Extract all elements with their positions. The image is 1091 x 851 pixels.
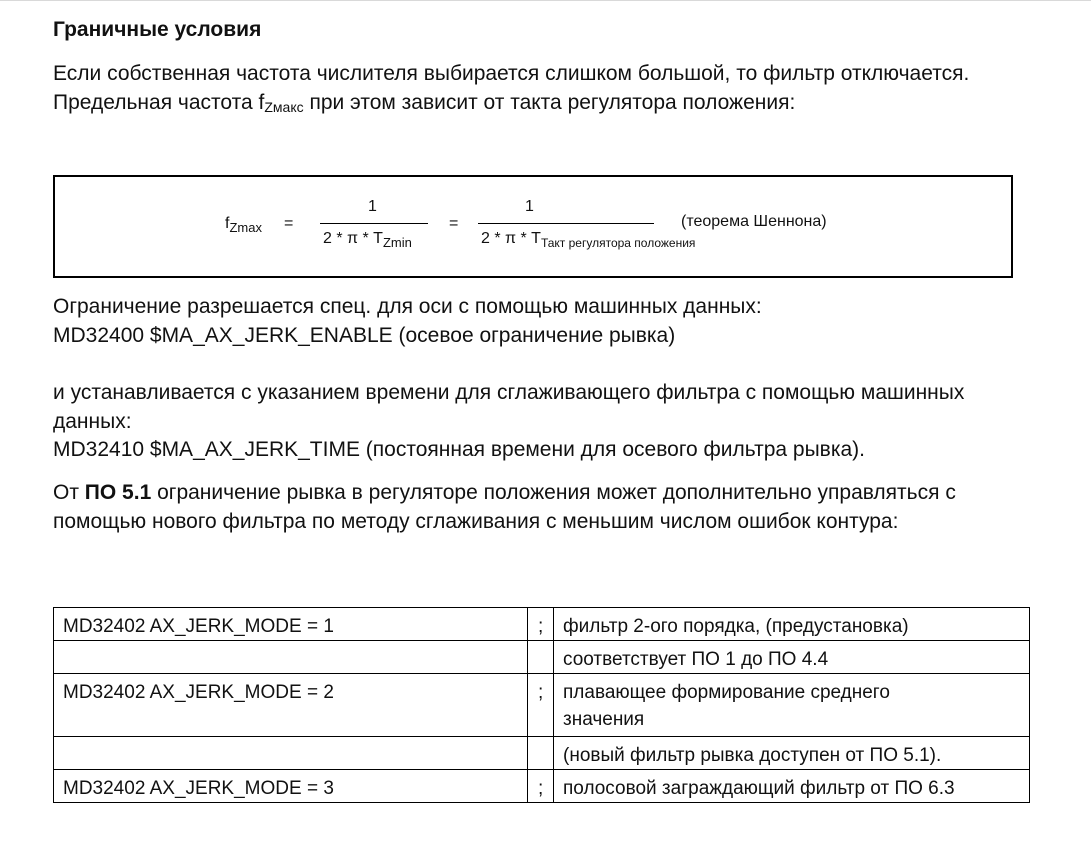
separator-cell: ;	[528, 770, 554, 803]
sw-paragraph	[53, 479, 1028, 536]
intro-subscript: Zмакс	[264, 98, 304, 115]
formula-den1-text: 2 * π * T	[323, 230, 383, 247]
formula-equals-2: =	[449, 215, 459, 232]
sw-pre: От	[53, 481, 85, 504]
formula-equals-1: =	[284, 215, 294, 232]
param-cell	[54, 737, 528, 770]
jerk-mode-table	[53, 607, 1030, 803]
intro-paragraph	[53, 60, 1028, 118]
formula-denominator-1	[323, 230, 412, 248]
limit-line-1: Ограничение разрешается спец. для оси с помощью машинных данных:	[53, 295, 762, 318]
filter-time-line-1: и устанавливается с указанием времени для сглаживающего фильтра с помощью машинных данных:	[53, 381, 965, 433]
intro-text-end: при этом зависит от такта регулятора положения:	[303, 90, 796, 114]
top-rule	[0, 0, 1091, 5]
param-cell	[54, 641, 528, 674]
formula-box	[53, 175, 1013, 278]
param-cell: MD32402 AX_JERK_MODE = 1	[54, 608, 528, 641]
fraction-bar-1	[320, 223, 428, 224]
description-cell: (новый фильтр рывка доступен от ПО 5.1).	[554, 737, 1030, 770]
fraction-bar-2	[478, 223, 654, 224]
separator-cell: ;	[528, 608, 554, 641]
description-cell: плавающее формирование среднего значения	[554, 674, 1030, 737]
description-cell: фильтр 2-ого порядка, (предустановка)	[554, 608, 1030, 641]
table-row	[54, 641, 1030, 674]
separator-cell	[528, 641, 554, 674]
description-cell: соответствует ПО 1 до ПО 4.4	[554, 641, 1030, 674]
formula-den2-subscript: Такт регулятора положения	[540, 236, 696, 250]
filter-time-line-2: MD32410 $MA_AX_JERK_TIME (постоянная времени для осевого фильтра рывка).	[53, 438, 865, 461]
limit-paragraph	[53, 293, 1028, 350]
formula-lhs-subscript: Zmax	[229, 220, 262, 235]
formula-lhs-symbol: f	[225, 215, 230, 232]
formula-lhs	[225, 215, 262, 233]
formula-denominator-2	[481, 230, 695, 248]
filter-time-paragraph	[53, 379, 1028, 465]
section-heading: Граничные условия	[53, 18, 262, 41]
separator-cell: ;	[528, 674, 554, 737]
description-cell: полосовой заграждающий фильтр от ПО 6.3	[554, 770, 1030, 803]
param-cell: MD32402 AX_JERK_MODE = 3	[54, 770, 528, 803]
formula-den2-text: 2 * π * T	[481, 230, 541, 247]
table-row	[54, 674, 1030, 737]
param-cell: MD32402 AX_JERK_MODE = 2	[54, 674, 528, 737]
formula-note: (теорема Шеннона)	[681, 213, 827, 230]
sw-version-bold: ПО 5.1	[84, 481, 152, 504]
table-row	[54, 737, 1030, 770]
formula-numerator-1: 1	[368, 198, 377, 215]
table-row	[54, 770, 1030, 803]
limit-line-2: MD32400 $MA_AX_JERK_ENABLE (осевое ограничение рывка)	[53, 323, 676, 347]
intro-text: Если собственная частота числителя выбирается слишком большой, то фильтр отключается. Предельная частота f	[53, 62, 970, 114]
formula-den1-subscript: Zmin	[382, 235, 412, 250]
separator-cell	[528, 737, 554, 770]
table-row	[54, 608, 1030, 641]
sw-post: ограничение рывка в регуляторе положения может дополнительно управляться с помощью нового фильтра по методу сглаживания с меньшим числом ошибок контура:	[53, 481, 956, 533]
formula-numerator-2: 1	[525, 198, 534, 215]
